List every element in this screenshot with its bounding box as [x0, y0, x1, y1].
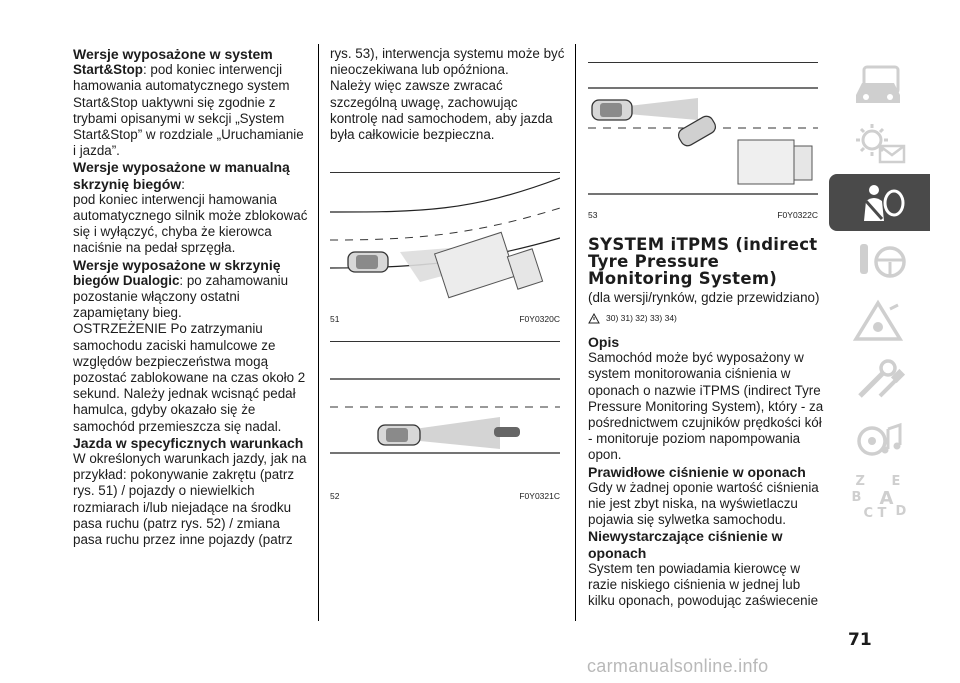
figure-52-code: F0Y0321C: [519, 491, 560, 501]
paragraph-description: Samochód może być wyposażony w system monitorowania ciśnienia w oponach o nazwie iTPMS (indirect Tyre Pressure Monitoring System), który - za pośrednictwem czujników prędkości kół - monitoruje poziom napompowania opon.: [588, 350, 824, 463]
figure-top-rule: [330, 341, 560, 342]
heading-description: Opis: [588, 334, 620, 351]
figure-52-number: 52: [330, 491, 340, 501]
warning-triangle-icon: [588, 313, 600, 324]
emergency-warning-icon: [850, 299, 910, 343]
watermark: carmanualsonline.info: [587, 656, 769, 676]
column-right: [588, 237, 824, 610]
figure-53-code: F0Y0322C: [777, 210, 818, 220]
safety-seatbelt-icon: [850, 181, 910, 225]
tab-index[interactable]: [829, 469, 930, 526]
heading-dualogic: Wersje wyposażone w skrzynię: [73, 256, 281, 273]
paragraph-advice: Należy więc zawsze zwracać szczególną uwagę, zachowując kontrolę nad samochodem, aby jazda była całkowicie bezpieczna.: [330, 78, 553, 143]
figure-51-code: F0Y0320C: [519, 314, 560, 324]
index-letter: D: [895, 503, 907, 519]
tab-car-info[interactable]: [829, 56, 930, 113]
paragraph-continued: rys. 53), interwencja systemu może być nieoczekiwana lub opóźniona.: [330, 46, 565, 78]
heading-manual-text: Wersje wyposażone w manualną skrzynię biegów: [73, 159, 290, 192]
figure-52: [330, 341, 560, 503]
index-letter: Z: [855, 473, 865, 489]
page-number: 71: [848, 630, 872, 650]
column-divider-1: [318, 44, 319, 621]
index-letter: C: [863, 505, 874, 521]
figure-top-rule: [330, 172, 560, 173]
references-line: [588, 311, 824, 325]
index-letters-icon: [850, 474, 910, 522]
warning-paragraph: OSTRZEŻENIE Po zatrzymaniu samochodu zaciski hamulcowe ze względów bezpieczeństwa mogą pozostać zablokowane na czas około 2 sekund. Należy jednak wcisnąć pedał hamulca, gdyby okazało się że samochód przemieszcza się nadal.: [73, 321, 306, 434]
references: 30) 31) 32) 33) 34): [606, 313, 677, 324]
maintenance-tools-icon: [850, 358, 910, 402]
tab-maintenance[interactable]: [829, 351, 930, 408]
column-divider-2: [575, 44, 576, 621]
index-letter: A: [879, 487, 894, 509]
motorcycle-illustration: [330, 341, 560, 491]
index-letter: B: [851, 489, 862, 505]
paragraph-manual-gearbox: pod koniec interwencji hamowania automatycznego silnik może zblokować się i wyłączyć, chyba że kierowca naciśnie na pedał sprzęgła.: [73, 191, 308, 256]
column-middle: [330, 46, 566, 143]
lights-message-icon: [850, 122, 910, 166]
heading-itpms: SYSTEM iTPMS (indirect Tyre Pressure Monitoring System): [588, 235, 818, 288]
paragraph-special-conditions: W określonych warunkach jazdy, jak na przykład: pokonywanie zakrętu (patrz rys. 51) / pojazdy o niewielkich rozmiarach i/lub niejadące na środku pasa ruchu (patrz rys. 52) / zmiana pasa ruchu przez inne pojazdy (patrz: [73, 451, 307, 548]
tab-safety[interactable]: [829, 174, 930, 231]
start-stop-text: : pod koniec interwencji hamowania automatycznego system Start&Stop uaktywni się zgodnie z trybami opisanymi w sekcji „System Start&Stop” w rozdziale „Uruchamianie i jazda”.: [73, 62, 304, 159]
index-letter: E: [891, 473, 901, 489]
paragraph-correct-pressure: Gdy w żadnej oponie wartość ciśnienia nie jest zbyt niska, na wyświetlaczu pojawia się sylwetka samochodu.: [588, 479, 819, 528]
lane-change-illustration: [588, 62, 818, 208]
paragraph-dualogic: [73, 273, 309, 322]
heading-start-stop: Wersje wyposażone w system: [73, 46, 273, 62]
heading-low-pressure: Niewystarczające ciśnienie w oponach: [588, 528, 783, 561]
heading-correct-pressure: Prawidłowe ciśnienie w oponach: [588, 463, 806, 480]
heading-manual-colon: :: [181, 175, 186, 192]
dualogic-label: biegów Dualogic: [73, 272, 180, 288]
dualogic-text: : po zahamowaniu pozostanie włączony ostatni zapamiętany bieg.: [73, 272, 289, 321]
index-letter: T: [877, 505, 887, 521]
tab-lights-messages[interactable]: [829, 115, 930, 172]
heading-manual-gearbox: [73, 159, 309, 191]
car-info-icon: [850, 65, 910, 105]
chapter-sidebar: [829, 56, 930, 528]
figure-53: [588, 62, 818, 222]
curve-illustration: [330, 172, 560, 312]
key-steering-icon: [850, 240, 910, 284]
tab-multimedia[interactable]: [829, 410, 930, 467]
tab-emergency[interactable]: [829, 292, 930, 349]
paragraph-start-stop: [73, 62, 309, 159]
start-stop-label: Start&Stop: [73, 62, 143, 78]
heading-special-conditions: Jazda w specyficznych warunkach: [73, 434, 304, 451]
figure-top-rule: [588, 62, 818, 63]
itpms-note: (dla wersji/rynków, gdzie przewidziano): [588, 290, 820, 306]
multimedia-icon: [850, 417, 910, 461]
figure-53-number: 53: [588, 210, 598, 220]
column-left: [73, 46, 309, 548]
figure-51: [330, 172, 560, 326]
tab-starting-driving[interactable]: [829, 233, 930, 290]
paragraph-low-pressure: System ten powiadamia kierowcę w razie niskiego ciśnienia w jednej lub kilku oponach, powodując zaświecenie: [588, 560, 819, 609]
figure-51-number: 51: [330, 314, 340, 324]
